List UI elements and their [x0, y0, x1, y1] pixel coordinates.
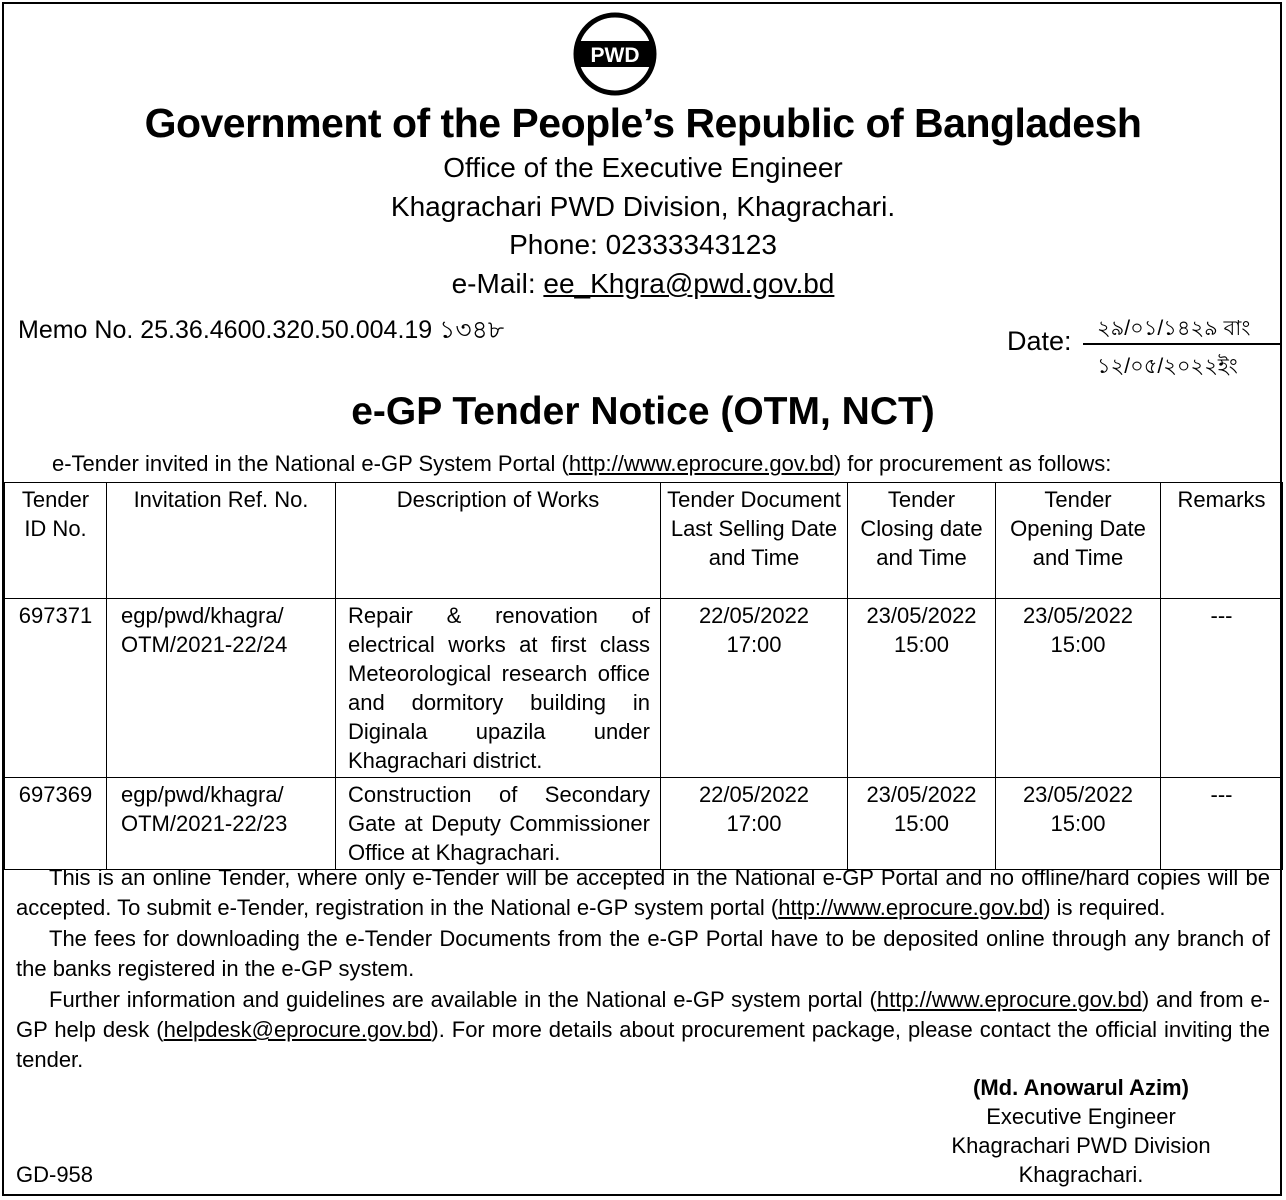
selling-datetime [661, 778, 848, 870]
opening-datetime [996, 599, 1161, 778]
opening-time: 15:00 [1050, 811, 1106, 836]
closing-datetime [848, 599, 996, 778]
paragraph-online-tender [16, 863, 1270, 923]
header-closing-date: Tender Closing date and Time [848, 483, 996, 599]
date-english: ১২/০৫/২০২২ইং [1097, 355, 1238, 378]
selling-date: 22/05/2022 [698, 782, 810, 807]
office-line: Office of the Executive Engineer [443, 152, 843, 183]
table-row [5, 778, 1283, 870]
closing-time: 15:00 [893, 811, 950, 836]
notice-title: e-GP Tender Notice (OTM, NCT) [351, 390, 935, 433]
p3-text-end: ). For more details about procurement package, please contact the official inviting the tender. [16, 1017, 1271, 1072]
closing-time: 15:00 [893, 632, 950, 657]
opening-date: 23/05/2022 [1022, 603, 1134, 628]
opening-date: 23/05/2022 [1022, 782, 1134, 807]
gd-code: GD-958 [16, 1162, 94, 1187]
phone-line: Phone: 02333343123 [509, 229, 777, 260]
intro-text: e-Tender invited in the National e-GP System Portal ( [52, 451, 569, 476]
email-link[interactable]: ee_Khgra@pwd.gov.bd [543, 268, 835, 299]
government-title: Government of the People’s Republic of Bangladesh [144, 100, 1142, 146]
p3-text-mid: ) and from e-GP help desk ( [16, 987, 1270, 1042]
header-invitation-ref: Invitation Ref. No. [107, 483, 336, 599]
email-label: e-Mail: [451, 268, 544, 299]
logo-text: PWD [590, 44, 640, 67]
eprocure-link[interactable]: http://www.eprocure.gov.bd [568, 451, 834, 476]
ref-line-1: egp/pwd/khagra/ [121, 603, 284, 628]
date-divider [1083, 343, 1281, 345]
paragraph-fees: The fees for downloading the e-Tender Documents from the e-GP Portal have to be deposited online through any branch of the banks registered in the e-GP system. [16, 926, 1270, 981]
tender-table [4, 482, 1283, 870]
selling-time: 17:00 [726, 632, 782, 657]
selling-date: 22/05/2022 [698, 603, 810, 628]
eprocure-link[interactable]: http://www.eprocure.gov.bd [778, 895, 1044, 920]
header-opening-date: Tender Opening Date and Time [996, 483, 1161, 599]
p1-text: This is an online Tender, where only e-Tender will be accepted in the National e-GP Portal and no offline/hard copies will be accepted. To submit e-Tender, registration in the National e-GP system portal ( [16, 865, 1270, 920]
invitation-ref [107, 778, 336, 870]
closing-datetime [848, 778, 996, 870]
remarks: --- [1161, 599, 1283, 778]
table-header-row [5, 483, 1283, 599]
remarks: --- [1161, 778, 1283, 870]
ref-line-2: OTM/2021-22/23 [121, 811, 288, 836]
header-remarks: Remarks [1161, 483, 1283, 599]
ref-line-1: egp/pwd/khagra/ [121, 782, 284, 807]
work-description: Construction of Secondary Gate at Deputy Commissioner Office at Khagrachari. [336, 778, 661, 870]
email-line [0, 268, 1286, 300]
header-tender-id: Tender ID No. [5, 483, 107, 599]
ref-line-2: OTM/2021-22/24 [121, 632, 288, 657]
tender-id: 697371 [5, 599, 107, 778]
signature-block [940, 1073, 1222, 1189]
helpdesk-email-link[interactable]: helpdesk@eprocure.gov.bd [163, 1017, 432, 1042]
p3-text: Further information and guidelines are available in the National e-GP system portal ( [49, 987, 877, 1012]
header-description: Description of Works [336, 483, 661, 599]
invitation-ref [107, 599, 336, 778]
signatory-place: Khagrachari. [1018, 1162, 1144, 1187]
pwd-logo [573, 12, 657, 96]
tender-id: 697369 [5, 778, 107, 870]
header-selling-date: Tender Document Last Selling Date and Time [661, 483, 848, 599]
signatory-designation: Executive Engineer [986, 1104, 1176, 1129]
date-label: Date: [1007, 326, 1072, 356]
signatory-name: (Md. Anowarul Azim) [973, 1075, 1189, 1100]
selling-datetime [661, 599, 848, 778]
selling-time: 17:00 [726, 811, 782, 836]
notice-intro [52, 451, 1111, 477]
p1-text-end: ) is required. [1043, 895, 1166, 920]
work-description: Repair & renovation of electrical works at first class Meteorological research office and dormitory building in Diginala upazila under Khagrachari district. [336, 599, 661, 778]
eprocure-link[interactable]: http://www.eprocure.gov.bd [876, 987, 1142, 1012]
memo-number: Memo No. 25.36.4600.320.50.004.19 ১৩৪৮ [18, 316, 505, 344]
closing-date: 23/05/2022 [866, 603, 977, 628]
signatory-division: Khagrachari PWD Division [951, 1133, 1211, 1158]
intro-text-end: ) for procurement as follows: [833, 451, 1112, 476]
opening-datetime [996, 778, 1161, 870]
division-line: Khagrachari PWD Division, Khagrachari. [390, 191, 896, 222]
date-bangla: ২৯/০১/১৪২৯ বাং [1097, 317, 1251, 340]
closing-date: 23/05/2022 [866, 782, 977, 807]
table-row [5, 599, 1283, 778]
paragraph-further-info [16, 985, 1270, 1075]
opening-time: 15:00 [1050, 632, 1106, 657]
